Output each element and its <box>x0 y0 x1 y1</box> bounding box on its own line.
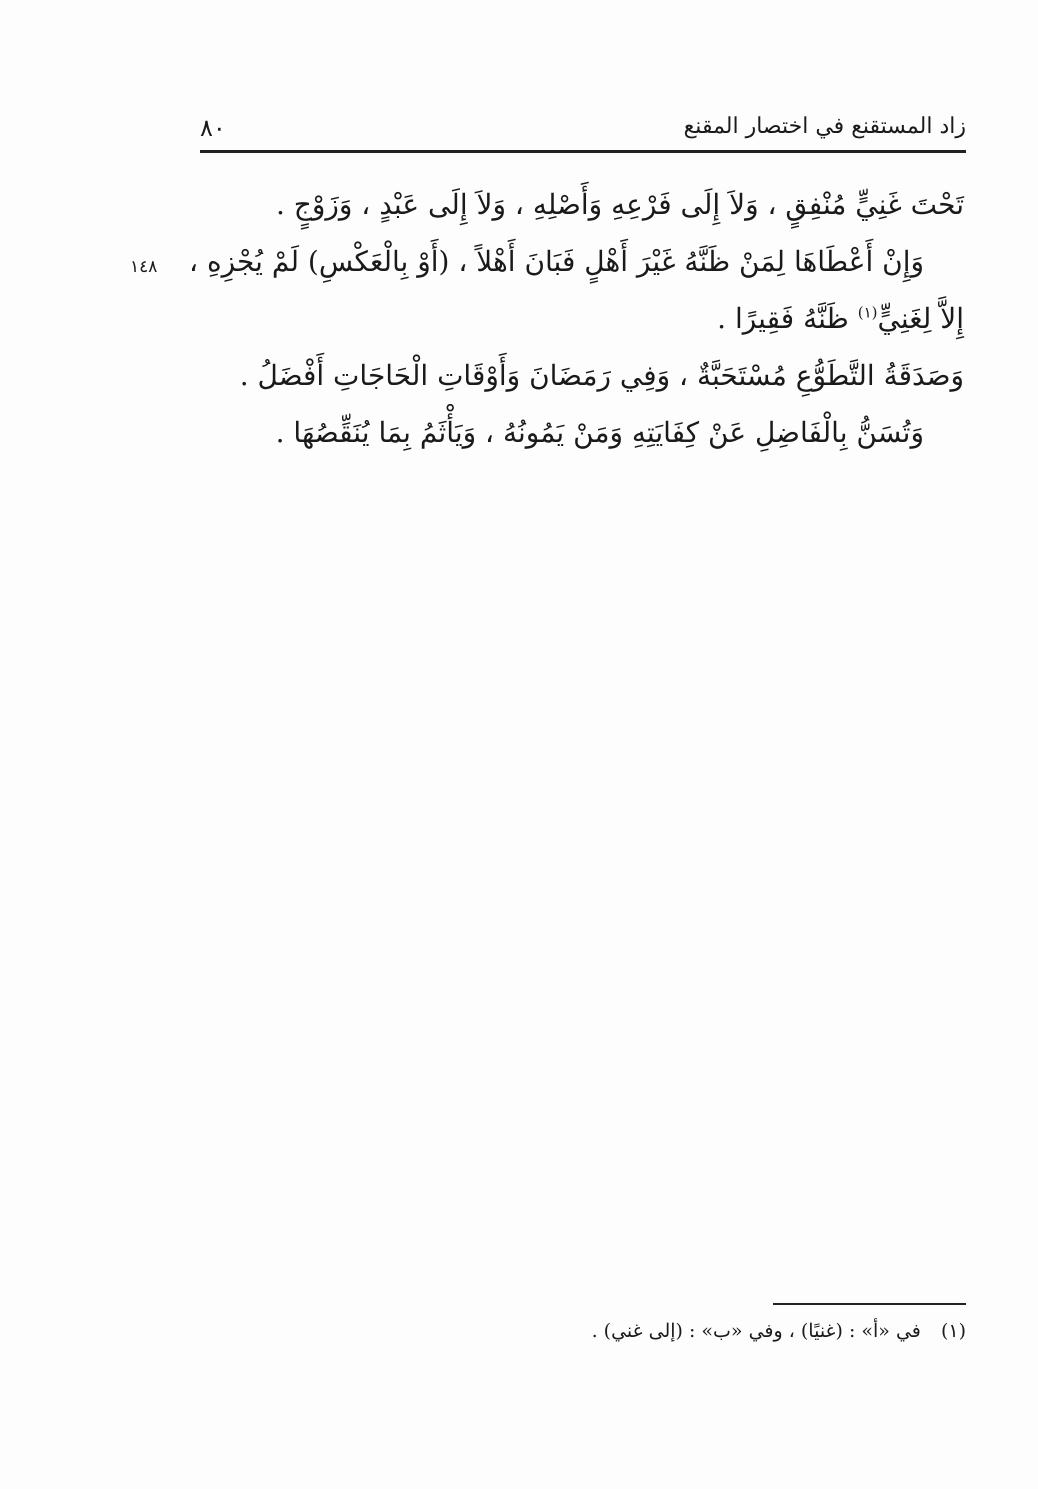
text-line-3 <box>232 290 964 347</box>
running-title: زاد المستقنع في اختصار المقنع <box>683 114 966 139</box>
footnote-rule <box>773 1303 966 1305</box>
page-header <box>200 108 966 148</box>
footnotes <box>500 1316 966 1346</box>
footnote-item <box>500 1316 966 1346</box>
text-line-4: وَصَدَقَةُ التَّطَوُّعِ مُسْتَحَبَّةٌ ، وَفِي رَمَضَانَ وَأَوْقَاتِ الْحَاجَاتِ أَفْضَلُ . <box>239 359 964 392</box>
text-line-1: تَحْتَ غَنِيٍّ مُنْفِقٍ ، وَلاَ إِلَى فَرْعِهِ وَأَصْلِهِ ، وَلاَ إِلَى عَبْدٍ ، وَزَوْجٍ . <box>275 188 964 221</box>
footnote-marker[interactable]: (١) <box>857 303 878 322</box>
header-rule <box>200 150 966 153</box>
text-line-3-end: ظَنَّهُ فَقِيرًا . <box>717 302 849 335</box>
footnote-text: في «أ» : (غنيًا) ، وفي «ب» : (إلى غني) . <box>591 1320 921 1342</box>
page-number: ٨٠ <box>200 114 226 142</box>
main-text <box>189 176 964 461</box>
text-line-5: وَتُسَنُّ بِالْفَاضِلِ عَنْ كِفَايَتِهِ وَمَنْ يَمُونُهُ ، وَيَأْثَمُ بِمَا يُنَقِّصُهَا . <box>275 416 924 449</box>
text-line-2: وَإِنْ أَعْطَاهَا لِمَنْ ظَنَّهُ غَيْرَ أَهْلٍ فَبَانَ أَهْلاً ، (أَوْ بِالْعَكْسِ) لَمْ يُجْزِهِ ، <box>189 245 924 278</box>
footnote-number: (١) <box>940 1320 966 1342</box>
margin-reference-number: ١٤٨ <box>130 257 158 277</box>
text-line-3-start: إِلاَّ لِغَنِيٍّ <box>877 302 964 335</box>
